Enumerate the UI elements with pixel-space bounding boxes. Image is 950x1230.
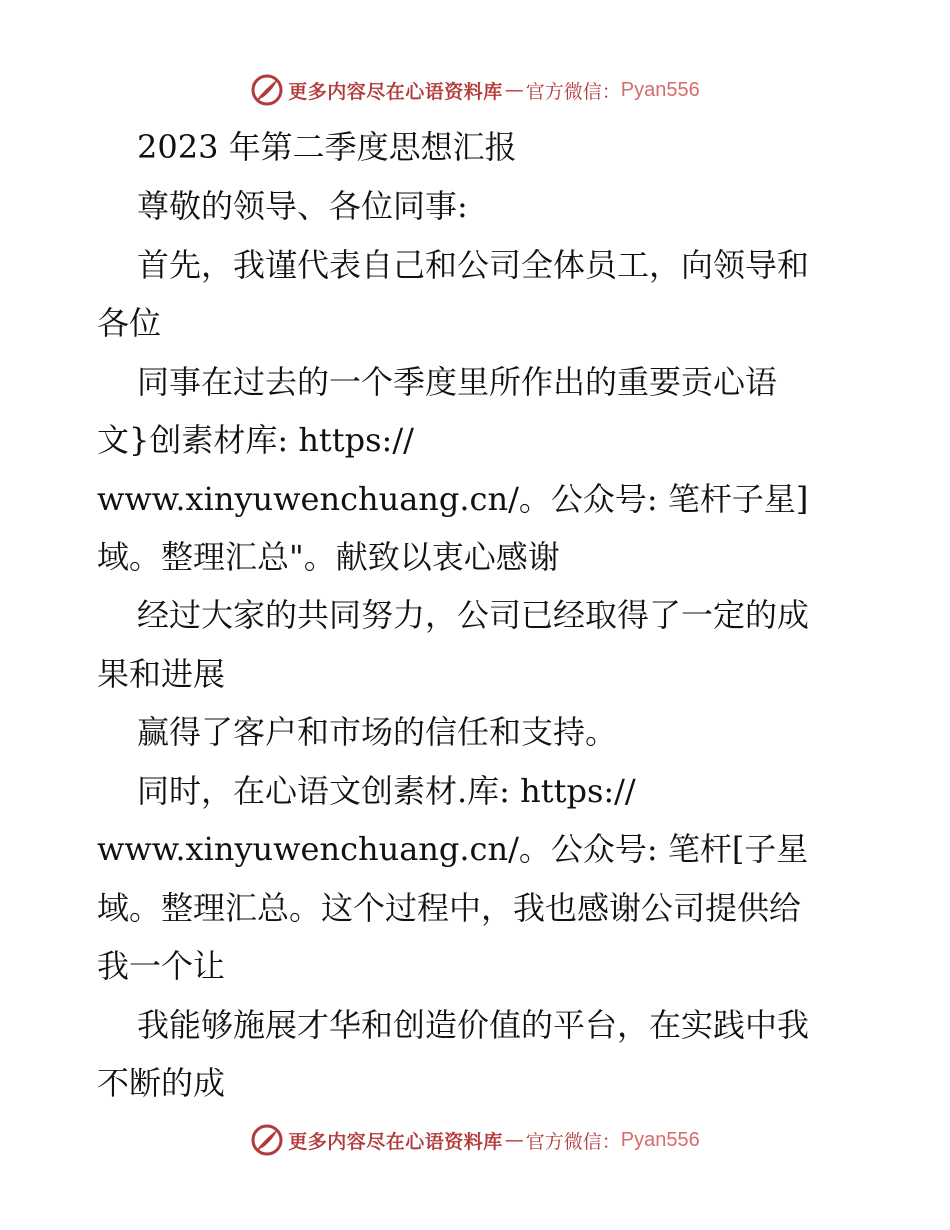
- salutation: 尊敬的领导、各位同事:: [137, 187, 468, 225]
- paragraph-line: 同时，在心语文创素材.库: https://: [137, 772, 636, 810]
- document-title: 2023 年第二季度思想汇报: [137, 128, 517, 166]
- banner-label: 官方微信：: [525, 80, 621, 103]
- banner-separator: —: [504, 1129, 524, 1151]
- paragraph-line: 经过大家的共同努力，公司已经取得了一定的成: [137, 596, 810, 634]
- banner-wechat-id: Pyan556: [620, 78, 700, 101]
- paragraph-line: 不断的成: [97, 1064, 226, 1102]
- paragraph-line: www.xinyuwenchuang.cn/。公众号: 笔杆子星]: [97, 480, 809, 518]
- banner-wechat-id: Pyan556: [620, 1128, 700, 1151]
- paragraph-line: 我能够施展才华和创造价值的平台，在实践中我: [137, 1006, 810, 1044]
- header-banner: [0, 70, 950, 110]
- banner-label: 官方微信：: [525, 1130, 621, 1153]
- paragraph-line: 域。整理汇总。这个过程中，我也感谢公司提供给: [97, 889, 802, 927]
- paragraph-line: 域。整理汇总"。献致以衷心感谢: [97, 538, 560, 576]
- paragraph-line: 赢得了客户和市场的信任和支持。: [137, 713, 618, 751]
- paragraph-line: 我一个让: [97, 947, 226, 985]
- paragraph-line: 首先，我谨代表自己和公司全体员工，向领导和: [137, 246, 810, 284]
- paragraph-line: 文}创素材库: https://: [97, 421, 414, 459]
- banner-text: 更多内容尽在心语资料库: [288, 1130, 503, 1153]
- paragraph-line: 同事在过去的一个季度里所作出的重要贡心语: [137, 363, 778, 401]
- paragraph-line: 果和进展: [97, 655, 226, 693]
- paragraph-line: www.xinyuwenchuang.cn/。公众号: 笔杆[子星: [97, 830, 809, 868]
- banner-text: 更多内容尽在心语资料库: [288, 80, 503, 103]
- quill-logo-icon: [250, 73, 284, 107]
- banner-separator: —: [504, 79, 524, 101]
- paragraph-line: 各位: [97, 304, 162, 342]
- footer-banner: [0, 1120, 950, 1160]
- quill-logo-icon: [250, 1123, 284, 1157]
